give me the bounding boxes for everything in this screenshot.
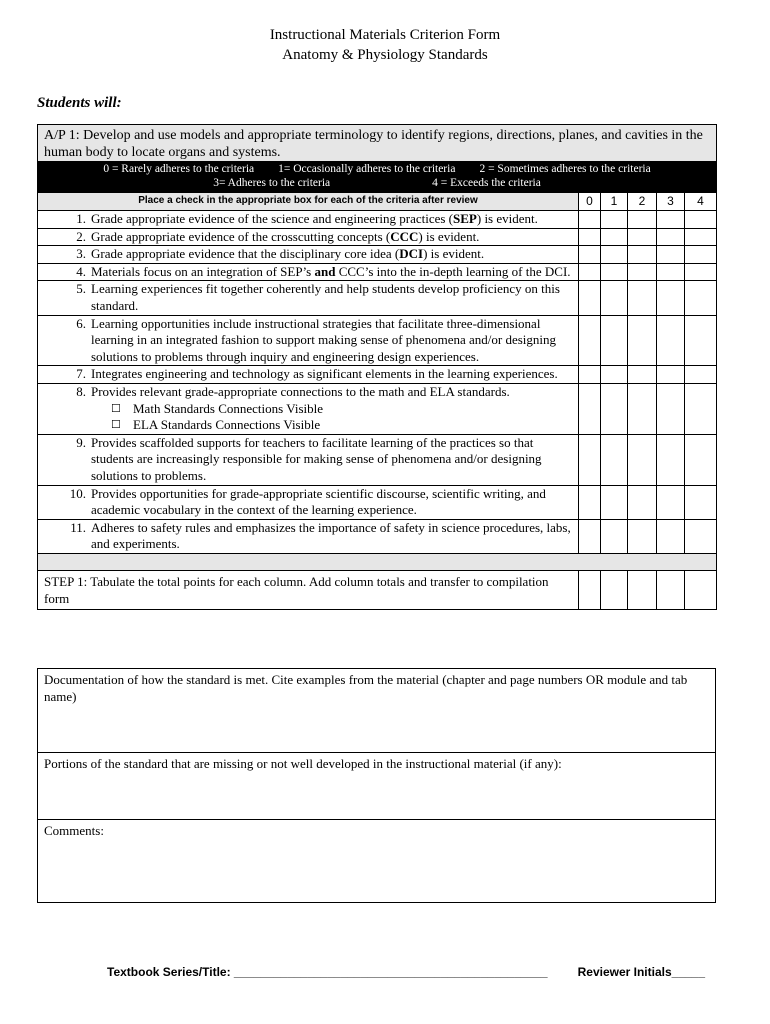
score-cell[interactable] xyxy=(579,383,601,434)
score-cell[interactable] xyxy=(685,366,717,384)
criterion-bold: and xyxy=(314,263,336,279)
spacer-row xyxy=(38,553,717,570)
score-cell[interactable] xyxy=(579,315,601,366)
criterion-text: Grade appropriate evidence of the science and engineering practices ( xyxy=(91,211,454,226)
criterion-row xyxy=(38,383,717,434)
criterion-row xyxy=(38,281,717,315)
total-cell[interactable] xyxy=(657,570,685,609)
score-cell[interactable] xyxy=(657,485,685,519)
ela-connections-label: ELA Standards Connections Visible xyxy=(133,417,321,433)
criteria-table xyxy=(37,124,717,610)
reviewer-initials-line[interactable]: Reviewer Initials_____ xyxy=(577,965,706,979)
criterion-number: 1. xyxy=(76,211,86,226)
criterion-bold: CCC xyxy=(390,228,419,244)
score-cell[interactable] xyxy=(657,519,685,553)
score-cell[interactable] xyxy=(685,263,717,281)
legend-4: 4 = Exceeds the criteria xyxy=(432,177,541,189)
criterion-text: Adheres to safety rules and emphasizes the importance of safety in science procedures, labs, and experiments. xyxy=(91,519,571,552)
criterion-text: Provides opportunities for grade-appropriate scientific discourse, scientific writing, and academic vocabulary in the context of the learning experience. xyxy=(91,485,546,518)
signature-footer xyxy=(107,965,705,979)
score-header-3: 3 xyxy=(657,193,685,211)
score-cell[interactable] xyxy=(685,228,717,246)
total-cell[interactable] xyxy=(601,570,628,609)
criterion-text-end: CCC’s into the in-depth learning of the DCI. xyxy=(335,263,571,279)
criterion-text-end: ) is evident. xyxy=(418,228,480,244)
checkbox-icon[interactable]: ☐ xyxy=(111,419,121,432)
score-cell[interactable] xyxy=(601,228,628,246)
criterion-bold: SEP xyxy=(453,211,477,226)
students-will-heading: Students will: xyxy=(37,95,122,111)
score-cell[interactable] xyxy=(685,383,717,434)
score-cell[interactable] xyxy=(628,228,657,246)
total-cell[interactable] xyxy=(685,570,717,609)
score-cell[interactable] xyxy=(685,519,717,553)
score-header-2: 2 xyxy=(628,193,657,211)
total-cell[interactable] xyxy=(579,570,601,609)
criterion-number: 6. xyxy=(76,315,86,331)
legend-3: 3= Adheres to the criteria xyxy=(213,177,331,189)
score-cell[interactable] xyxy=(579,263,601,281)
score-cell[interactable] xyxy=(601,315,628,366)
legend-1: 1= Occasionally adheres to the criteria xyxy=(278,163,456,175)
step-instruction: STEP 1: Tabulate the total points for each column. Add column totals and transfer to compilation form xyxy=(38,570,579,609)
score-cell[interactable] xyxy=(579,211,601,229)
score-cell[interactable] xyxy=(579,485,601,519)
criterion-text: Materials focus on an integration of SEP’s xyxy=(91,263,315,279)
criterion-row xyxy=(38,228,717,246)
score-cell[interactable] xyxy=(685,434,717,485)
score-cell[interactable] xyxy=(628,434,657,485)
score-cell[interactable] xyxy=(685,211,717,229)
score-cell[interactable] xyxy=(628,211,657,229)
criterion-bold: DCI xyxy=(399,246,424,262)
legend-0: 0 = Rarely adheres to the criteria xyxy=(103,163,255,175)
comments-label: Comments: xyxy=(44,823,104,838)
standard-statement: A/P 1: Develop and use models and appropriate terminology to identify regions, directions, planes, and cavities in the human body to locate organs and systems. xyxy=(38,125,717,162)
criterion-row xyxy=(38,434,717,485)
score-header-1: 1 xyxy=(601,193,628,211)
score-cell[interactable] xyxy=(601,366,628,384)
criterion-text-end: ) is evident. xyxy=(476,211,538,226)
score-cell[interactable] xyxy=(657,383,685,434)
score-cell[interactable] xyxy=(685,246,717,264)
score-cell[interactable] xyxy=(628,281,657,315)
score-cell[interactable] xyxy=(657,434,685,485)
score-cell[interactable] xyxy=(657,211,685,229)
score-cell[interactable] xyxy=(579,519,601,553)
instruction-text: Place a check in the appropriate box for each of the criteria after review xyxy=(38,193,579,211)
score-cell[interactable] xyxy=(579,228,601,246)
criterion-number: 10. xyxy=(69,485,86,501)
score-cell[interactable] xyxy=(628,263,657,281)
criterion-row xyxy=(38,519,717,553)
score-cell[interactable] xyxy=(601,211,628,229)
score-header-0: 0 xyxy=(579,193,601,211)
score-cell[interactable] xyxy=(685,315,717,366)
score-cell[interactable] xyxy=(657,366,685,384)
criterion-text: Provides relevant grade-appropriate connections to the math and ELA standards. xyxy=(91,383,510,399)
criterion-text: Integrates engineering and technology as significant elements in the learning experiences. xyxy=(91,366,558,382)
score-cell[interactable] xyxy=(657,263,685,281)
criterion-number: 8. xyxy=(76,383,86,399)
score-cell[interactable] xyxy=(657,315,685,366)
legend-2: 2 = Sometimes adheres to the criteria xyxy=(479,163,651,175)
documentation-table xyxy=(37,668,716,903)
score-cell[interactable] xyxy=(657,281,685,315)
criterion-text-end: ) is evident. xyxy=(423,246,485,262)
missing-portions-label: Portions of the standard that are missing or not well developed in the instructional material (if any): xyxy=(44,756,562,771)
criterion-row xyxy=(38,263,717,281)
score-cell[interactable] xyxy=(657,228,685,246)
criterion-number: 4. xyxy=(76,263,86,279)
form-subtitle: Anatomy & Physiology Standards xyxy=(282,47,488,63)
criterion-row xyxy=(38,315,717,366)
criterion-text: Learning experiences fit together coherently and help students develop proficiency on this standard. xyxy=(91,281,560,313)
score-cell[interactable] xyxy=(601,383,628,434)
criterion-row xyxy=(38,211,717,229)
checkbox-icon[interactable]: ☐ xyxy=(111,402,121,415)
comments-field[interactable] xyxy=(38,820,716,903)
criterion-number: 5. xyxy=(76,281,86,297)
criterion-row xyxy=(38,366,717,384)
score-cell[interactable] xyxy=(579,281,601,315)
criterion-row xyxy=(38,246,717,264)
score-cell[interactable] xyxy=(628,315,657,366)
rating-legend xyxy=(38,162,717,193)
form-title: Instructional Materials Criterion Form xyxy=(269,27,501,43)
score-cell[interactable] xyxy=(628,366,657,384)
criterion-number: 11. xyxy=(70,519,86,535)
score-header-4: 4 xyxy=(685,193,717,211)
criterion-text: Learning opportunities include instructional strategies that facilitate three-dimensional learning in an integrated fashion to support making sense of phenomena and/or designing solutions to problems through inquiry and engineering design experiences. xyxy=(91,315,556,364)
score-cell[interactable] xyxy=(601,263,628,281)
criterion-number: 9. xyxy=(76,434,86,450)
math-connections-label: Math Standards Connections Visible xyxy=(133,400,323,416)
score-cell[interactable] xyxy=(628,519,657,553)
score-cell[interactable] xyxy=(628,246,657,264)
score-cell[interactable] xyxy=(601,434,628,485)
missing-portions-field[interactable] xyxy=(38,753,716,820)
score-cell[interactable] xyxy=(579,246,601,264)
criterion-row xyxy=(38,485,717,519)
score-cell[interactable] xyxy=(628,383,657,434)
score-cell[interactable] xyxy=(601,246,628,264)
score-cell[interactable] xyxy=(601,281,628,315)
total-cell[interactable] xyxy=(628,570,657,609)
score-cell[interactable] xyxy=(601,519,628,553)
score-cell[interactable] xyxy=(628,485,657,519)
criterion-text: Grade appropriate evidence of the crosscutting concepts ( xyxy=(91,228,391,244)
criterion-text: Provides scaffolded supports for teachers to facilitate learning of the practices so that students are increasingly responsible for making sense of phenomena and/or designing solutions to problems. xyxy=(91,434,542,483)
criterion-number: 7. xyxy=(76,366,86,382)
score-cell[interactable] xyxy=(657,246,685,264)
criterion-number: 2. xyxy=(76,228,86,244)
score-cell[interactable] xyxy=(579,366,601,384)
criterion-number: 3. xyxy=(76,246,86,262)
score-cell[interactable] xyxy=(579,434,601,485)
criterion-text: Grade appropriate evidence that the disciplinary core idea ( xyxy=(91,246,400,262)
documentation-label: Documentation of how the standard is met. Cite examples from the material (chapter and page numbers OR module and tab name) xyxy=(44,672,688,704)
score-cell[interactable] xyxy=(685,281,717,315)
step-row xyxy=(38,570,717,609)
score-cell[interactable] xyxy=(601,485,628,519)
score-cell[interactable] xyxy=(685,485,717,519)
textbook-title-line[interactable]: Textbook Series/Title: _______________________________________________ xyxy=(107,965,548,979)
documentation-field[interactable] xyxy=(38,669,716,753)
